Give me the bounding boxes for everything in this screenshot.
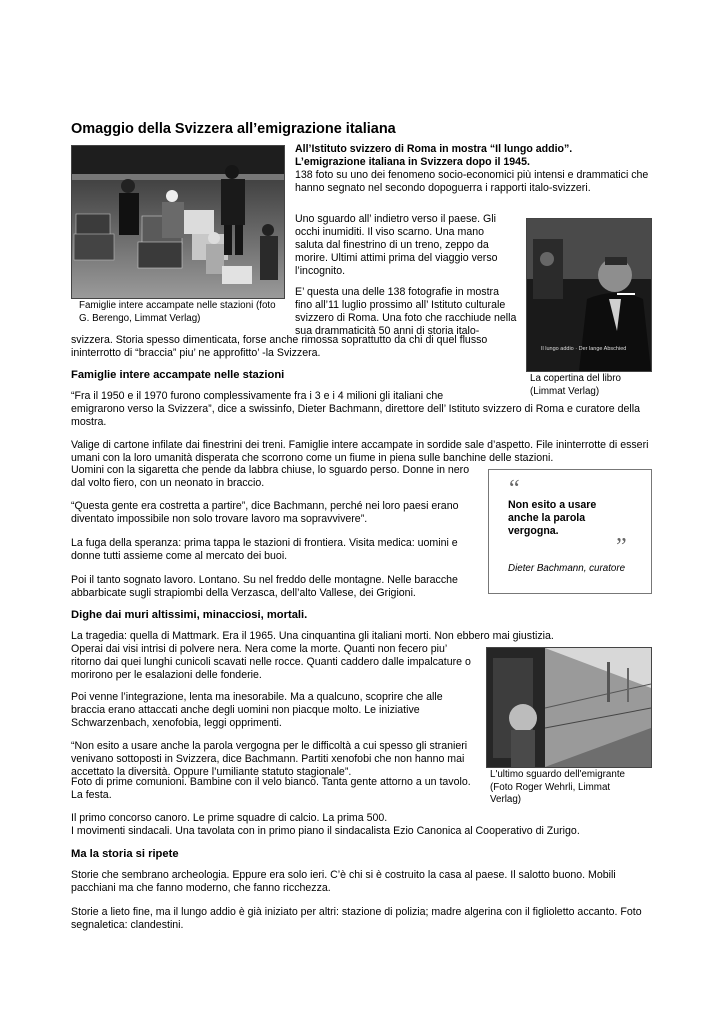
pull-quote-box	[488, 469, 652, 594]
quote-author: Dieter Bachmann, curatore	[508, 563, 626, 574]
train-photo-caption: L'ultimo sguardo dell'emigrante (Foto Roger Wehrli, Limmat Verlag)	[490, 769, 625, 805]
station-photo	[71, 145, 285, 299]
section1-paragraph-3: “Questa gente era costretta a partire”, dice Bachmann, perché nei loro paesi erano diventato impossibile non solo trovare lavoro ma sopravvivere”.	[71, 500, 459, 525]
quote-close-mark: ”	[616, 534, 627, 560]
section1-paragraph-2b: Uomini con la sigaretta che pende da labbra chiuse, lo sguardo perso. Donne in nero dal volto fiero, con un neonato in braccio.	[71, 464, 470, 489]
section1-paragraph-1a: “Fra il 1950 e il 1970 furono complessivamente fra i 3 e i 4 milioni gli italiani che	[71, 390, 444, 402]
book-cover-caption: La copertina del libro (Limmat Verlag)	[530, 373, 621, 397]
section3-paragraph-1: Storie che sembrano archeologia. Eppure era solo ieri. C’è chi si è costruito la casa al paese. Il salotto buono. Mobili pacchiani ma che fanno moderno, che fanno ricchezza.	[71, 869, 616, 894]
intro-paragraph-2-continued: svizzera. Storia spesso dimenticata, forse anche rimossa soprattutto da chi di quel flusso ininterrotto di “braccia” piu’ ne approfitto’ -la Svizzera.	[71, 334, 488, 359]
section2-paragraph-2: Poi venne l’integrazione, lenta ma inesorabile. Ma a qualcuno, scoprire che alle braccia erano attaccati anche degli uomini non piacque molto. Le iniziative Schwarzenbach, xenofobia, leggi opprimenti.	[71, 691, 443, 729]
book-cover-title: Il lungo addio · Der lange Abschied	[541, 346, 627, 352]
station-photo-caption: Famiglie intere accampate nelle stazioni (foto G. Berengo, Limmat Verlag)	[79, 300, 276, 324]
quote-text: Non esito a usare anche la parola vergogna.	[508, 499, 597, 537]
section3-paragraph-2: Storie a lieto fine, ma il lungo addio è già iniziato per altri: stazione di polizia; madre algerina con il figlioletto accanto. Foto segnaletica: clandestini.	[71, 906, 642, 931]
section2-paragraph-1: La tragedia: quella di Mattmark. Era il 1965. Una cinquantina gli italiani morti. Non ebbero mai giustizia.	[71, 630, 554, 642]
section-heading-dighe: Dighe dai muri altissimi, minacciosi, mortali.	[71, 609, 308, 621]
lead-line-1: All’Istituto svizzero di Roma in mostra “Il lungo addio”.	[295, 143, 573, 155]
lead-description: 138 foto su uno dei fenomeno socio-economici più intensi e drammatici che hanno segnato nel secondo dopoguerra i rapporti italo-svizzeri.	[295, 169, 649, 194]
section1-paragraph-5: Poi il tanto sognato lavoro. Lontano. Su nel freddo delle montagne. Nelle baracche abbarbicate sugli strapiombi della Verzasca, dell’alto Vallese, dei Grigioni.	[71, 574, 458, 599]
quote-open-mark: “	[509, 476, 520, 502]
train-window-photo	[486, 647, 652, 768]
section2-paragraph-4b: I movimenti sindacali. Una tavolata con in primo piano il sindacalista Ezio Canonica al Cooperativo di Zurigo.	[71, 825, 580, 837]
train-window-image	[487, 648, 651, 767]
section1-paragraph-1b: emigrarono verso la Svizzera”, dice a swissinfo, Dieter Bachmann, direttore dell’ Istituto svizzero di Roma e curatore della mostra.	[71, 403, 640, 428]
lead-line-2: L’emigrazione italiana in Svizzera dopo il 1945.	[295, 156, 530, 168]
book-cover-photo	[526, 218, 652, 372]
section1-paragraph-2: Valige di cartone infilate dai finestrini dei treni. Famiglie intere accampate in sordide sale d’aspetto. File ininterrotte di esseri umani con la loro umanità disperata che scorrono come un fiume in piena sulle banchine delle stazioni.	[71, 439, 649, 464]
section2-paragraph-4: Il primo concorso canoro. Le prime squadre di calcio. La prima 500.	[71, 812, 388, 824]
section-heading-famiglie: Famiglie intere accampate nelle stazioni	[71, 369, 285, 381]
section-heading-storia: Ma la storia si ripete	[71, 848, 179, 860]
intro-paragraph-1: Uno sguardo all’ indietro verso il paese. Gli occhi inumiditi. Il viso scarno. Una mano saluta dal finestrino di un treno, zeppo da morire. Ultimi attimi prima del viaggio verso l’incognito.	[295, 213, 498, 277]
page-title: Omaggio della Svizzera all’emigrazione italiana	[71, 121, 396, 137]
section2-paragraph-3: “Non esito a usare anche la parola vergogna per le difficoltà a cui spesso gli stranieri venivano sottoposti in Svizzera, dice Bachmann. Partiti xenofobi che non hanno mai accettato la diversità. Oppure l’umiliante statuto stagionale”.	[71, 740, 468, 778]
section2-paragraph-1b: Operai dai visi intrisi di polvere nera. Nera come la morte. Quanti non fecero piu’ ritorno dai quei lunghi cunicoli scavati nelle rocce. Quanti caddero dalle impalcature o morirono per le esalazioni delle fonderie.	[71, 643, 471, 681]
section1-paragraph-4: La fuga della speranza: prima tappa le stazioni di frontiera. Visita medica: uomini e donne tutti assieme come al mercato dei buoi.	[71, 537, 458, 562]
intro-paragraph-2: E’ questa una delle 138 fotografie in mostra fino all’11 luglio prossimo all’ Istituto culturale svizzero di Roma. Una foto che racchiude nella sua drammaticità 50 anni di storia italo-	[295, 286, 517, 337]
section2-paragraph-3b: Foto di prime comunioni. Bambine con il velo bianco. Tanta gente attorno a un tavolo. La festa.	[71, 776, 471, 801]
station-photo-image	[72, 146, 284, 298]
